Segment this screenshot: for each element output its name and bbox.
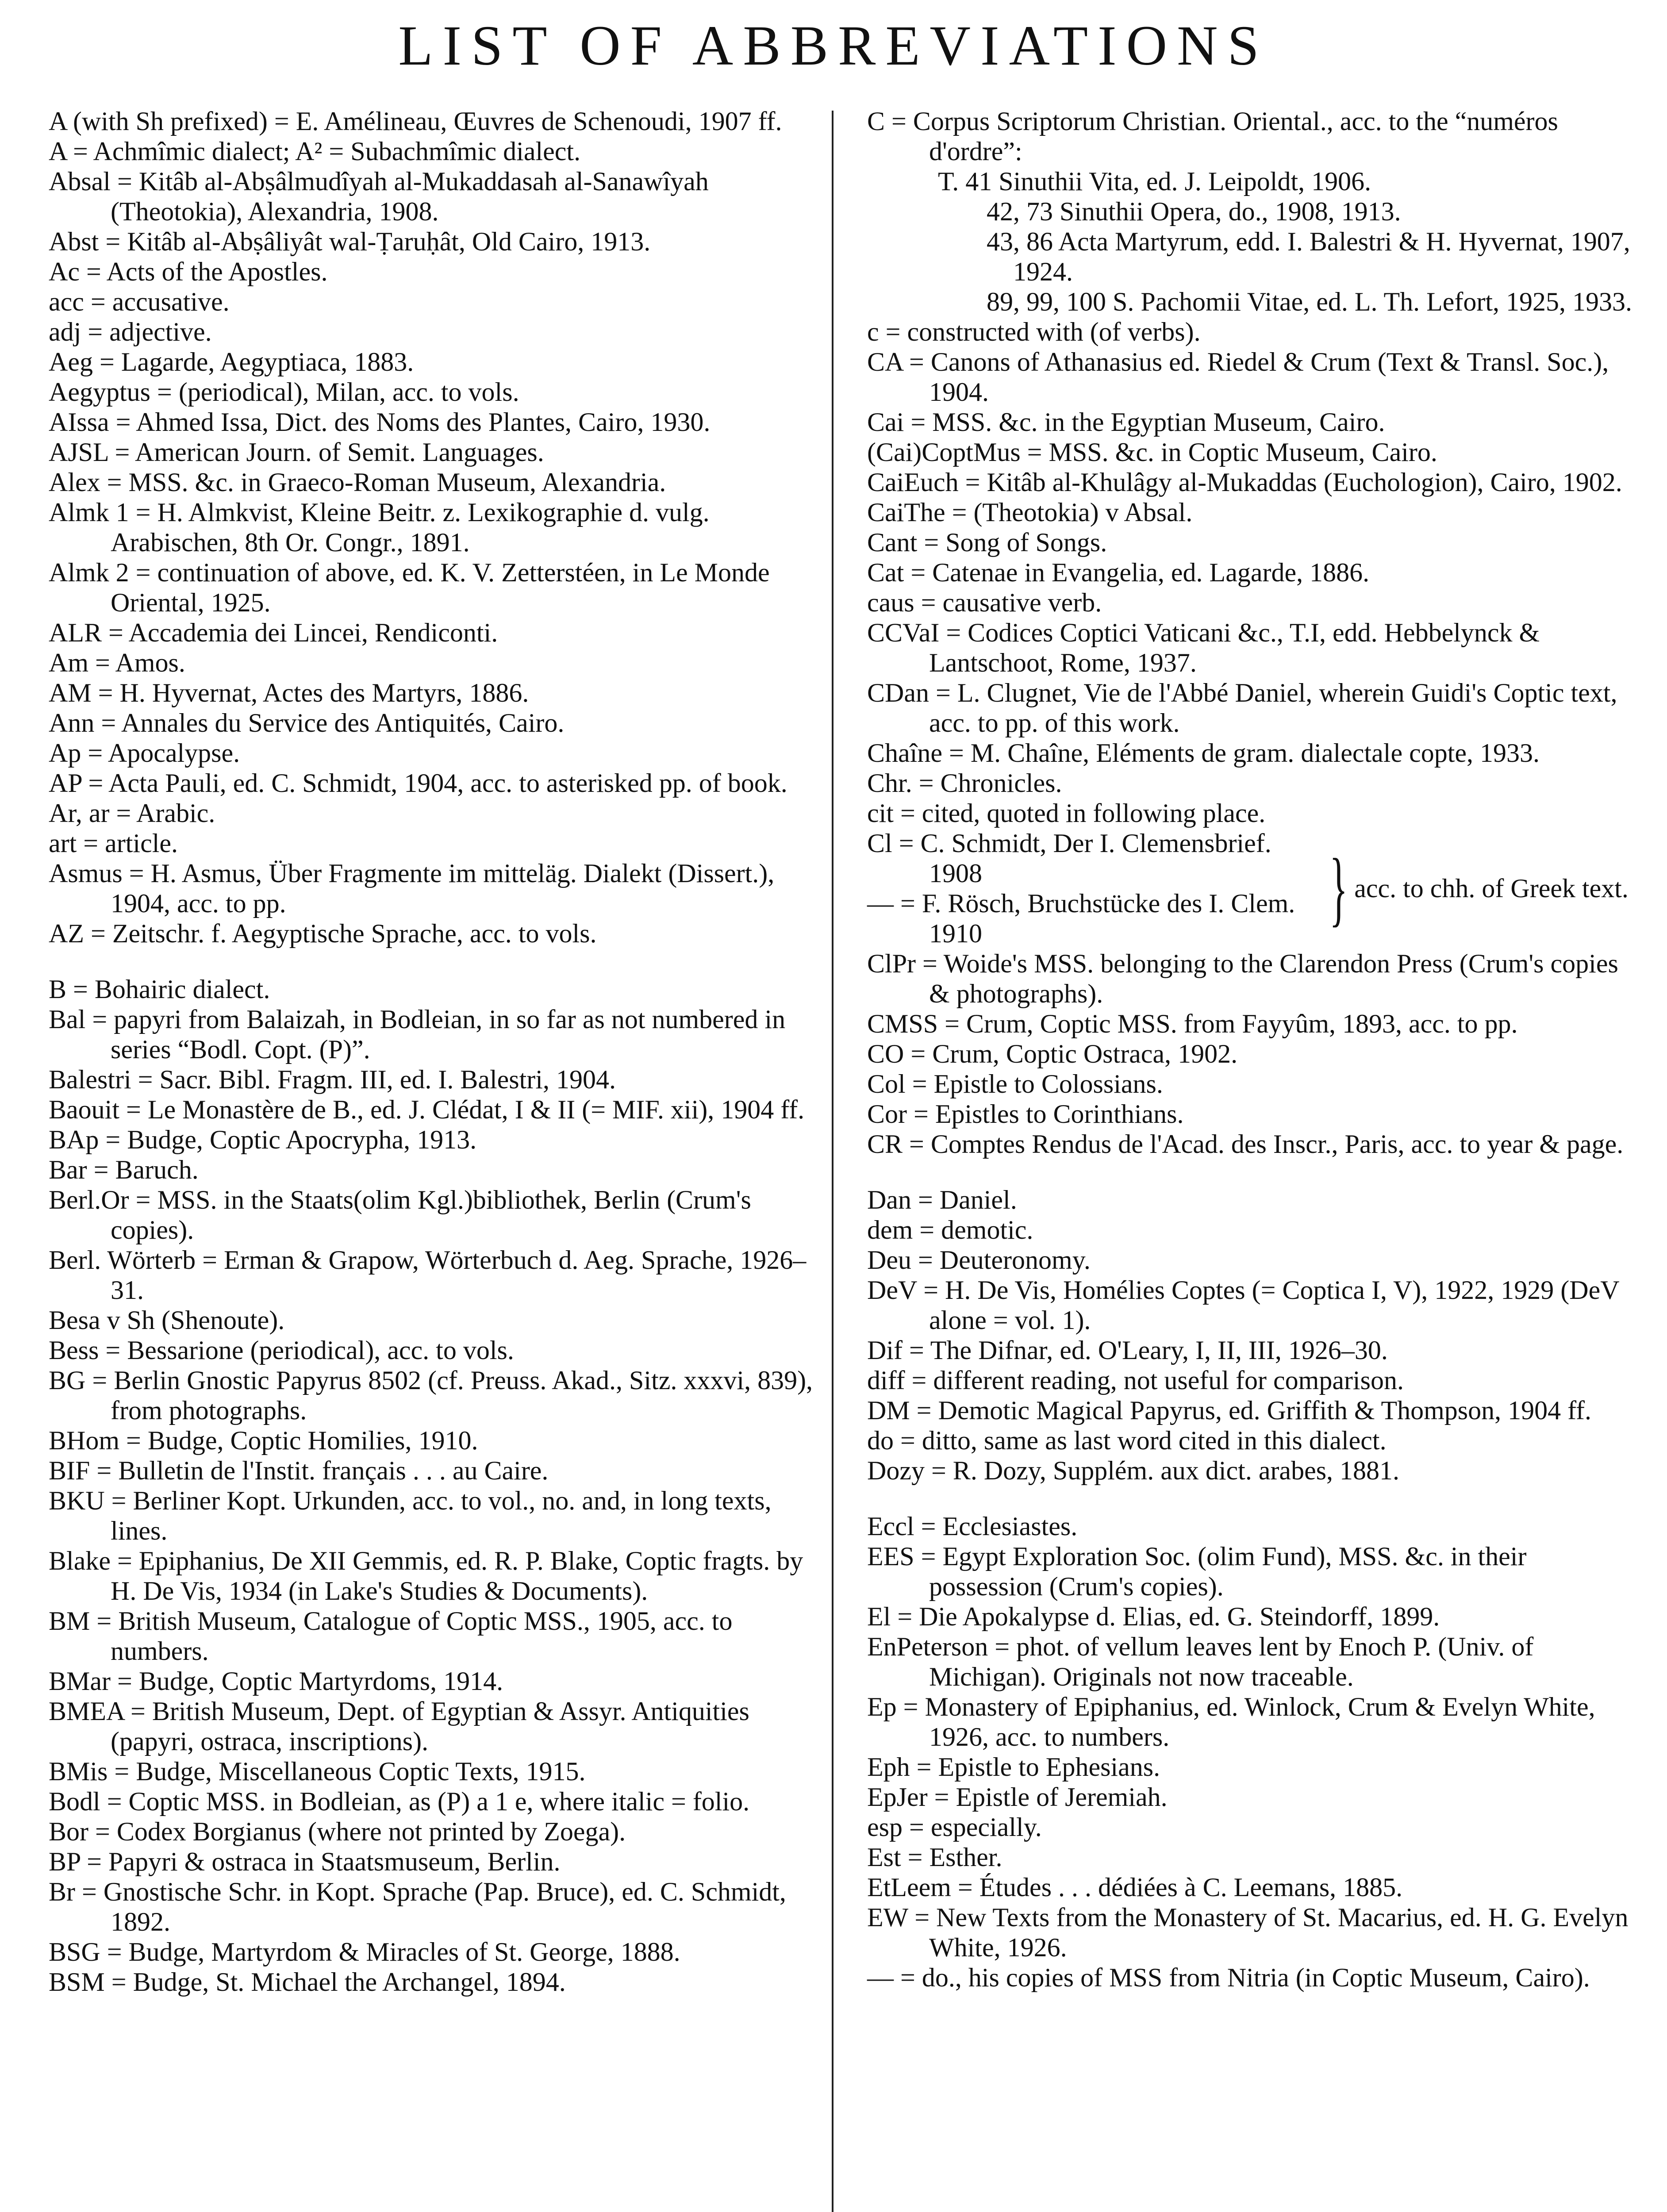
page-title: LIST OF ABBREVIATIONS [398,14,1269,77]
abbreviation-entry: BIF = Bulletin de l'Instit. français . . . au Caire. [49,1456,549,1485]
abbreviation-entry: EpJer = Epistle of Jeremiah. [867,1782,1168,1812]
abbreviation-entry: caus = causative verb. [867,588,1102,617]
abbreviation-entry: C = Corpus Scriptorum Christian. Oriental., acc. to the “numéros d'ordre”: [867,107,1558,166]
abbreviation-entry: adj = adjective. [49,317,212,346]
abbreviation-entry: Blake = Epiphanius, De XII Gemmis, ed. R. P. Blake, Coptic fragts. by H. De Vis, 1934 (in Lake's Studies & Documents). [49,1546,803,1605]
column-divider [832,111,834,2212]
abbreviation-entry: Bar = Baruch. [49,1155,199,1184]
abbreviation-entry: AZ = Zeitschr. f. Aegyptische Sprache, acc. to vols. [49,919,597,948]
abbreviation-entry: dem = demotic. [867,1215,1033,1244]
abbreviation-entry: BMEA = British Museum, Dept. of Egyptian & Assyr. Antiquities (papyri, ostraca, inscriptions). [49,1697,749,1756]
abbreviation-entry: EW = New Texts from the Monastery of St. Macarius, ed. H. G. Evelyn White, 1926. [867,1903,1629,1962]
section-gap [49,949,818,974]
abbreviation-entry: A (with Sh prefixed) = E. Amélineau, Œuvres de Schenoudi, 1907 ff. [49,107,782,136]
abbreviation-entry: Bess = Bessarione (periodical), acc. to vols. [49,1336,514,1365]
abbreviation-entry: Cat = Catenae in Evangelia, ed. Lagarde, 1886. [867,558,1370,587]
abbreviation-entry: Besa v Sh (Shenoute). [49,1306,285,1335]
abbreviation-entry: BAp = Budge, Coptic Apocrypha, 1913. [49,1125,477,1154]
abbreviation-entry: acc = accusative. [49,287,230,316]
abbreviation-entry: AM = H. Hyvernat, Actes des Martyrs, 1886. [49,678,529,707]
abbreviation-entry: cit = cited, quoted in following place. [867,799,1266,828]
abbreviation-entry: ClPr = Woide's MSS. belonging to the Clarendon Press (Crum's copies & photographs). [867,949,1618,1008]
abbreviation-entry: Asmus = H. Asmus, Über Fragmente im mitteläg. Dialekt (Dissert.), 1904, acc. to pp. [49,859,775,918]
abbreviation-entry: Chaîne = M. Chaîne, Eléments de gram. dialectale copte, 1933. [867,738,1540,768]
abbreviation-entry: BHom = Budge, Coptic Homilies, 1910. [49,1426,478,1455]
abbreviation-entry: art = article. [49,829,178,858]
section-gap [867,1159,1637,1185]
section-gap [867,1486,1637,1511]
abbreviation-entry: BP = Papyri & ostraca in Staatsmuseum, Berlin. [49,1847,561,1876]
abbreviation-entry: Dozy = R. Dozy, Supplém. aux dict. arabes, 1881. [867,1456,1400,1485]
abbreviation-entry: Bal = papyri from Balaizah, in Bodleian, in so far as not numbered in series “Bodl. Copt. (P)”. [49,1005,786,1064]
abbreviation-entry: AJSL = American Journ. of Semit. Languages. [49,438,544,467]
abbreviation-entry: — = do., his copies of MSS from Nitria (in Coptic Museum, Cairo). [867,1963,1590,1992]
abbreviation-entry: CO = Crum, Coptic Ostraca, 1902. [867,1039,1238,1068]
abbreviation-entry: Alex = MSS. &c. in Graeco-Roman Museum, Alexandria. [49,468,666,497]
abbreviation-entry: CR = Comptes Rendus de l'Acad. des Inscr., Paris, acc. to year & page. [867,1129,1624,1159]
left-column [49,106,818,1997]
abbreviation-entry: BG = Berlin Gnostic Papyrus 8502 (cf. Preuss. Akad., Sitz. xxxvi, 839), from photographs. [49,1366,813,1425]
abbreviation-entry: do = ditto, same as last word cited in this dialect. [867,1426,1387,1455]
abbreviation-entry: Berl.Or = MSS. in the Staats(olim Kgl.)bibliothek, Berlin (Crum's copies). [49,1185,751,1244]
abbreviation-entry: Cl = C. Schmidt, Der I. Clemensbrief. 1908 [867,829,1271,888]
abbreviation-entry: B = Bohairic dialect. [49,975,270,1004]
abbreviation-entry: Br = Gnostische Schr. in Kopt. Sprache (Pap. Bruce), ed. C. Schmidt, 1892. [49,1877,786,1936]
abbreviation-entry: — = F. Rösch, Bruchstücke des I. Clem. 1910 [867,889,1295,948]
abbreviation-entry: ALR = Accademia dei Lincei, Rendiconti. [49,618,498,647]
abbreviation-entry: CaiEuch = Kitâb al-Khulâgy al-Mukaddas (Euchologion), Cairo, 1902. [867,468,1622,497]
right-column [867,106,1637,1993]
abbreviation-entry: AIssa = Ahmed Issa, Dict. des Noms des Plantes, Cairo, 1930. [49,407,711,437]
abbreviation-entry: Ac = Acts of the Apostles. [49,257,328,286]
abbreviation-entry: Ap = Apocalypse. [49,738,240,768]
abbreviation-entry: Eph = Epistle to Ephesians. [867,1752,1160,1782]
bracket-note: acc. to chh. of Greek text. [1354,874,1629,903]
abbreviation-entry: BSM = Budge, St. Michael the Archangel, 1894. [49,1967,566,1997]
abbreviation-entry: Est = Esther. [867,1843,1003,1872]
abbreviation-entry: EES = Egypt Exploration Soc. (olim Fund), MSS. &c. in their possession (Crum's copies). [867,1542,1527,1601]
abbreviation-entry: Cant = Song of Songs. [867,528,1107,557]
abbreviation-entry: Aeg = Lagarde, Aegyptiaca, 1883. [49,347,414,376]
abbreviation-entry: Ep = Monastery of Epiphanius, ed. Winlock, Crum & Evelyn White, 1926, acc. to numbers. [867,1692,1595,1751]
abbreviation-entry: 42, 73 Sinuthii Opera, do., 1908, 1913. [987,197,1401,226]
abbreviation-entry: BMar = Budge, Coptic Martyrdoms, 1914. [49,1667,503,1696]
abbreviation-entry: Deu = Deuteronomy. [867,1245,1091,1275]
abbreviation-entry: Balestri = Sacr. Bibl. Fragm. III, ed. I. Balestri, 1904. [49,1065,616,1094]
abbreviation-entry: Absal = Kitâb al-Abṣâlmudîyah al-Mukaddasah al-Sanawîyah (Theotokia), Alexandria, 1908. [49,167,709,226]
bracket-group [867,828,1637,949]
abbreviation-entry: CMSS = Crum, Coptic MSS. from Fayyûm, 1893, acc. to pp. [867,1009,1518,1038]
abbreviation-entry: diff = different reading, not useful for comparison. [867,1366,1404,1395]
abbreviation-entry: A = Achmîmic dialect; A² = Subachmîmic dialect. [49,137,581,166]
abbreviation-entry: AP = Acta Pauli, ed. C. Schmidt, 1904, acc. to asterisked pp. of book. [49,768,787,798]
abbreviation-entry: T. 41 Sinuthii Vita, ed. J. Leipoldt, 1906. [938,167,1371,196]
abbreviation-entry: CA = Canons of Athanasius ed. Riedel & Crum (Text & Transl. Soc.), 1904. [867,347,1609,407]
abbreviation-entry: Abst = Kitâb al-Abṣâliyât wal-Ṭaruḥât, Old Cairo, 1913. [49,227,651,256]
abbreviation-entry: Berl. Wörterb = Erman & Grapow, Wörterbuch d. Aeg. Sprache, 1926–31. [49,1245,807,1305]
abbreviation-entry: CCVaI = Codices Coptici Vaticani &c., T.I, edd. Hebbelynck & Lantschoot, Rome, 1937. [867,618,1540,677]
abbreviation-entry: Bodl = Coptic MSS. in Bodleian, as (P) a 1 e, where italic = folio. [49,1787,750,1816]
abbreviation-entry: DM = Demotic Magical Papyrus, ed. Griffith & Thompson, 1904 ff. [867,1396,1591,1425]
abbreviation-entry: BKU = Berliner Kopt. Urkunden, acc. to vol., no. and, in long texts, lines. [49,1486,772,1545]
brace-symbol: } [1329,842,1348,935]
abbreviation-entry: El = Die Apokalypse d. Elias, ed. G. Steindorff, 1899. [867,1602,1440,1631]
abbreviation-entry: Am = Amos. [49,648,185,677]
abbreviation-entry: Almk 1 = H. Almkvist, Kleine Beitr. z. Lexikographie d. vulg. Arabischen, 8th Or. Congr., 1891. [49,498,710,557]
abbreviation-entry: (Cai)CoptMus = MSS. &c. in Coptic Museum, Cairo. [867,438,1437,467]
abbreviation-entry: Cor = Epistles to Corinthians. [867,1099,1184,1129]
abbreviation-entry: Dif = The Difnar, ed. O'Leary, I, II, III, 1926–30. [867,1336,1388,1365]
abbreviation-entry: esp = especially. [867,1813,1042,1842]
abbreviation-entry: Eccl = Ecclesiastes. [867,1512,1078,1541]
abbreviation-entry: BM = British Museum, Catalogue of Coptic MSS., 1905, acc. to numbers. [49,1606,733,1666]
abbreviation-entry: 89, 99, 100 S. Pachomii Vitae, ed. L. Th. Lefort, 1925, 1933. [987,287,1632,316]
abbreviation-entry: Dan = Daniel. [867,1185,1017,1214]
abbreviation-entry: Bor = Codex Borgianus (where not printed by Zoega). [49,1817,626,1846]
abbreviation-entry: CaiThe = (Theotokia) v Absal. [867,498,1193,527]
abbreviation-entry: Almk 2 = continuation of above, ed. K. V. Zetterstéen, in Le Monde Oriental, 1925. [49,558,770,617]
abbreviation-entry: Ann = Annales du Service des Antiquités, Cairo. [49,708,565,737]
abbreviation-entry: BSG = Budge, Martyrdom & Miracles of St. George, 1888. [49,1937,680,1966]
abbreviation-entry: Chr. = Chronicles. [867,768,1062,798]
abbreviation-entry: c = constructed with (of verbs). [867,317,1201,346]
abbreviation-entry: Ar, ar = Arabic. [49,799,215,828]
abbreviation-entry: Aegyptus = (periodical), Milan, acc. to vols. [49,377,519,407]
abbreviation-entry: DeV = H. De Vis, Homélies Coptes (= Coptica I, V), 1922, 1929 (DeV alone = vol. 1). [867,1275,1619,1335]
abbreviation-entry: CDan = L. Clugnet, Vie de l'Abbé Daniel, wherein Guidi's Coptic text, acc. to pp. of this work. [867,678,1617,737]
abbreviation-entry: Cai = MSS. &c. in the Egyptian Museum, Cairo. [867,407,1385,437]
abbreviation-entry: EnPeterson = phot. of vellum leaves lent by Enoch P. (Univ. of Michigan). Originals not now traceable. [867,1632,1534,1691]
abbreviation-entry: BMis = Budge, Miscellaneous Coptic Texts, 1915. [49,1757,586,1786]
abbreviation-entry: 43, 86 Acta Martyrum, edd. I. Balestri & H. Hyvernat, 1907, 1924. [987,227,1630,286]
abbreviation-entry: Baouit = Le Monastère de B., ed. J. Clédat, I & II (= MIF. xii), 1904 ff. [49,1095,805,1124]
abbreviation-entry: EtLeem = Études . . . dédiées à C. Leemans, 1885. [867,1873,1403,1902]
abbreviation-entry: Col = Epistle to Colossians. [867,1069,1163,1098]
